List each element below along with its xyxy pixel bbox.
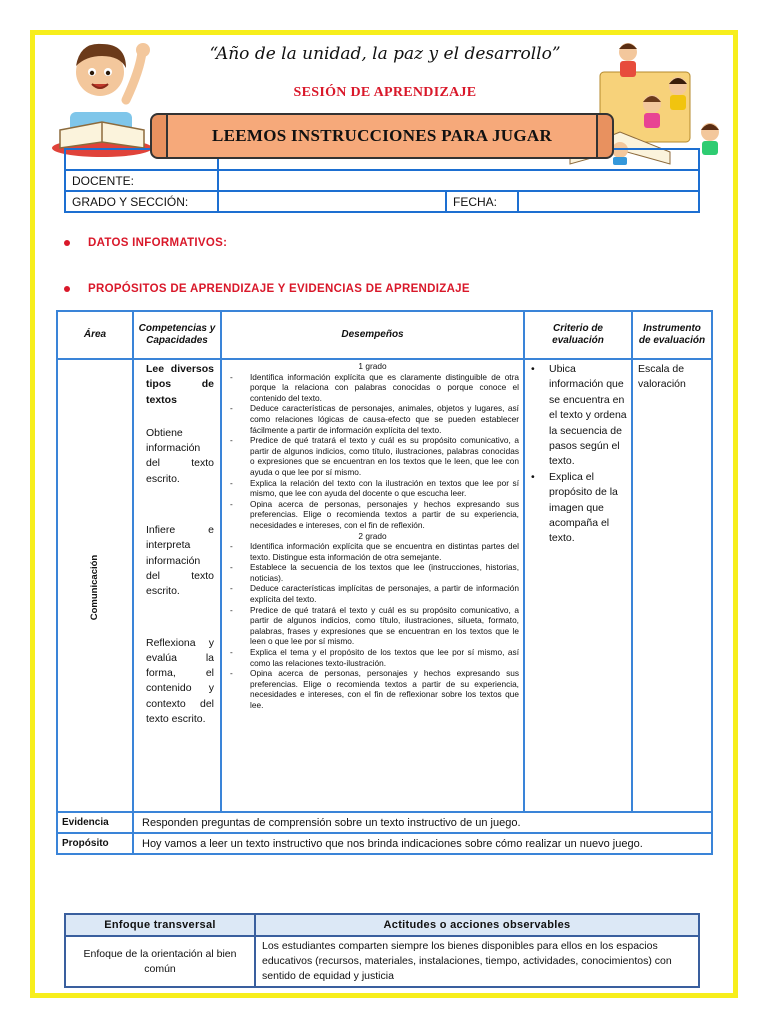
bullet-icon — [64, 286, 70, 292]
desempeno-item: - Opina acerca de personas, personajes y hechos expresando sus preferencias. Elige o recomienda textos a partir de su experiencia, necesidades e intereses, con el fin de reflexionar sobre los textos que lee. — [226, 668, 519, 710]
capacidad-item: Infiere e interpreta información del texto escrito. — [146, 524, 214, 598]
competencia-title: Lee diversos tipos de textos — [146, 363, 214, 406]
actitudes-text: Los estudiantes comparten siempre los bienes disponibles para ellos en los espacios educativos (recursos, materiales, instalaciones, tiempo, actividades, conocimientos) con sentido de equidad y justicia — [255, 936, 699, 987]
fecha-value[interactable] — [518, 191, 699, 212]
proposito-label: Propósito — [57, 833, 133, 854]
desempeno-item: - Deduce características implícitas de personajes, a partir de información explícita del texto. — [226, 583, 519, 604]
criterio-item: • Explica el propósito de la imagen que acompaña el texto. — [531, 470, 618, 545]
evidencia-label: Evidencia — [57, 812, 133, 833]
header-competencias: Competencias y Capacidades — [133, 311, 221, 359]
grado-label: GRADO Y SECCIÓN: — [65, 191, 218, 212]
desempeno-item: - Identifica información explícita que es claramente distinguible de otra porque la relaciona con palabras conocidas o porque conoce el contenido del texto. — [226, 372, 519, 404]
enfoque-transversal-table — [64, 913, 700, 988]
desempeno-item: - Deduce características de personajes, animales, objetos y lugares, así como relaciones lógicas de causa-efecto que se pueden establecer fácilmente a partir de información explícita del texto. — [226, 403, 519, 435]
bullet-icon — [64, 240, 70, 246]
enfoque-header: Enfoque transversal — [65, 914, 255, 936]
fecha-label: FECHA: — [446, 191, 518, 212]
info-row-docente — [65, 170, 699, 191]
grade-1-title: 1 grado — [358, 361, 387, 371]
proposito-row — [57, 833, 712, 854]
competencias-cell — [133, 359, 221, 812]
lesson-title-banner — [162, 113, 602, 159]
desempeno-item: - Predice de qué tratará el texto y cuál es su propósito comunicativo, a partir de algunos indicios, como título, ilustraciones, palabras conocidas o expresiones que se encuentran en los textos que le leen, que lee con ayuda o que lee por sí mismo. — [226, 435, 519, 477]
enfoque-header-row — [65, 914, 699, 936]
grado-value[interactable] — [218, 191, 446, 212]
table-content-row — [57, 359, 712, 812]
info-row-grado — [65, 191, 699, 212]
desempeno-item: - Identifica información explícita que se encuentra en distintas partes del texto. Distingue esta información de otra semejante. — [226, 541, 519, 562]
area-cell — [57, 359, 133, 812]
capacidad-item: Obtiene información del texto escrito. — [146, 426, 214, 485]
header-instrumento: Instrumento de evaluación — [632, 311, 712, 359]
desempeno-item: - Explica la relación del texto con la ilustración en textos que lee por sí mismo, que lee con ayuda del docente o que escucha leer. — [226, 478, 519, 499]
actitudes-header: Actitudes o acciones observables — [255, 914, 699, 936]
learning-purposes-table — [56, 310, 713, 855]
enfoque-name: Enfoque de la orientación al bien común — [65, 936, 255, 987]
header-area: Área — [57, 311, 133, 359]
enfoque-body-row — [65, 936, 699, 987]
desempeno-item: - Explica el tema y el propósito de los textos que lee por sí mismo, así como las relaciones texto-ilustración. — [226, 647, 519, 668]
evidencia-text: Responden preguntas de comprensión sobre un texto instructivo de un juego. — [133, 812, 712, 833]
table-header-row — [57, 311, 712, 359]
header-desempenos: Desempeños — [221, 311, 524, 359]
proposito-text: Hoy vamos a leer un texto instructivo que nos brinda indicaciones sobre cómo realizar un nuevo juego. — [133, 833, 712, 854]
lesson-title: LEEMOS INSTRUCCIONES PARA JUGAR — [211, 126, 553, 145]
motto-text: “Año de la unidad, la paz y el desarrollo” — [209, 44, 561, 64]
criterio-item: • Ubica información que se encuentra en el texto y ordena la secuencia de pasos según el texto. — [531, 363, 627, 468]
instrumento-cell: Escala de valoración — [632, 359, 712, 812]
capacidad-item: Reflexiona y evalúa la forma, el contenido y contexto del texto escrito. — [146, 636, 214, 726]
desempeno-item: - Opina acerca de personas, personajes y hechos expresando sus preferencias. Elige o recomienda textos a partir de su experiencia, necesidades e intereses, con el fin de reflexión. — [226, 499, 519, 531]
desempenos-cell — [221, 359, 524, 812]
section-datos-informativos: DATOS INFORMATIVOS: — [64, 237, 227, 249]
area-label: Comunicación — [89, 554, 101, 620]
grade-2-title: 2 grado — [358, 530, 387, 541]
section-propositos: PROPÓSITOS DE APRENDIZAJE Y EVIDENCIAS DE APRENDIZAJE — [64, 283, 470, 295]
criterio-cell — [524, 359, 632, 812]
desempeno-item: - Predice de qué tratará el texto y cuál es su propósito comunicativo, a partir de algunos indicios, como título, ilustraciones, silueta, formato, palabras, frases y expresiones que se encuentran en los textos que le leen o que lee por sí mismo. — [226, 605, 519, 647]
desempeno-item: - Establece la secuencia de los textos que lee (instrucciones, historias, noticias). — [226, 562, 519, 583]
evidencia-row — [57, 812, 712, 833]
docente-label: DOCENTE: — [65, 170, 218, 191]
docente-value[interactable] — [218, 170, 699, 191]
session-title: SESIÓN DE APRENDIZAJE — [293, 85, 477, 100]
header-criterio: Criterio de evaluación — [524, 311, 632, 359]
